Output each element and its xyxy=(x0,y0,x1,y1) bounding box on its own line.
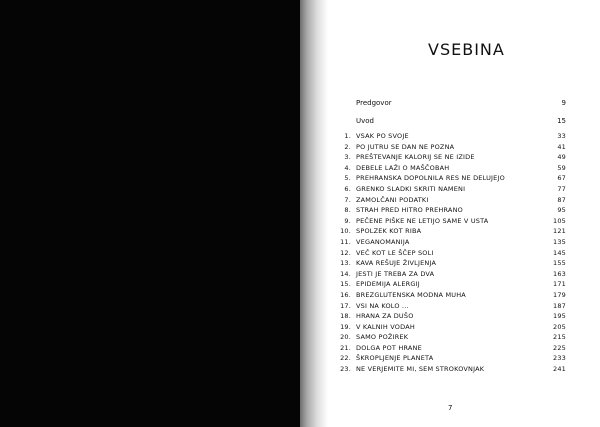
toc-chapter-page: 163 xyxy=(552,269,566,278)
toc-chapter-label: ZAMOLČANI PODATKI xyxy=(356,195,429,204)
toc-chapter-row xyxy=(336,142,566,153)
toc-chapter-label: V KALNIH VODAH xyxy=(356,322,415,331)
toc-chapter-page: 233 xyxy=(552,354,566,363)
toc-chapter-page: 187 xyxy=(552,301,566,310)
toc-chapter-label: HRANA ZA DUŠO xyxy=(356,312,414,321)
toc-chapter-label: EPIDEMIJA ALERGIJ xyxy=(356,280,420,289)
toc-chapter-num: 19. xyxy=(340,322,351,331)
toc-chapter-row xyxy=(336,269,566,280)
toc-chapter-label: ŠKROPLJENJE PLANETA xyxy=(356,354,434,363)
toc-chapter-num: 2. xyxy=(344,142,351,151)
toc-chapter-num: 1. xyxy=(344,132,351,140)
toc-chapter-row xyxy=(336,301,566,312)
toc-chapter-num: 11. xyxy=(340,237,351,246)
toc-entry-uvod xyxy=(356,115,566,127)
page-title: VSEBINA xyxy=(428,40,505,59)
toc-chapter-label: VSI NA KOLO ... xyxy=(356,301,409,310)
toc-chapter-num: 17. xyxy=(340,301,351,310)
toc-chapter-num: 21. xyxy=(340,343,351,352)
toc-chapter-num: 10. xyxy=(340,227,351,236)
toc-chapter-page: 95 xyxy=(557,206,566,215)
toc-chapter-label: GRENKO SLADKI SKRITI NAMENI xyxy=(356,184,466,193)
toc-chapter-num: 8. xyxy=(344,206,351,215)
toc-chapter-page: 121 xyxy=(552,227,566,236)
toc-chapter-page: 241 xyxy=(552,365,566,374)
toc-chapter-row xyxy=(336,205,566,216)
toc-entry-label: Uvod xyxy=(356,117,374,125)
toc-chapter-label: VEGANOMANIJA xyxy=(356,237,410,246)
toc-chapter-row xyxy=(336,258,566,269)
toc-chapter-num: 7. xyxy=(344,195,351,204)
toc-chapter-row xyxy=(336,184,566,195)
toc-chapter-page: 205 xyxy=(552,322,566,331)
toc-chapter-page: 67 xyxy=(557,174,566,183)
toc-chapter-page: 179 xyxy=(552,290,566,299)
toc-chapter-page: 49 xyxy=(557,153,566,162)
toc-chapter-num: 4. xyxy=(344,163,351,172)
toc-chapter-page: 195 xyxy=(552,312,566,321)
toc-chapter-num: 14. xyxy=(340,269,351,278)
toc-entry-label: Predgovor xyxy=(356,99,392,107)
toc-chapter-page: 105 xyxy=(552,216,566,225)
toc-chapter-num: 23. xyxy=(340,365,351,374)
toc-chapter-num: 5. xyxy=(344,174,351,183)
toc-chapter-page: 171 xyxy=(552,280,566,289)
toc-chapter-label: DOLGA POT HRANE xyxy=(356,343,422,352)
toc-chapter-label: VSAK PO SVOJE xyxy=(356,132,409,140)
toc-chapter-num: 9. xyxy=(344,216,351,225)
chapter-list xyxy=(336,131,566,375)
toc-chapter-label: PREŠTEVANJE KALORIJ SE NE IZIDE xyxy=(356,153,475,162)
toc-chapter-num: 22. xyxy=(340,354,351,363)
toc-chapter-label: JESTI JE TREBA ZA DVA xyxy=(356,269,435,278)
toc-chapter-row xyxy=(336,353,566,364)
toc-entry-page: 15 xyxy=(557,117,566,125)
toc-chapter-num: 12. xyxy=(340,248,351,257)
toc-chapter-num: 6. xyxy=(344,184,351,193)
toc-chapter-label: PO JUTRU SE DAN NE POZNA xyxy=(356,142,455,151)
toc-chapter-num: 15. xyxy=(340,280,351,289)
toc-chapter-page: 155 xyxy=(552,259,566,268)
toc-chapter-page: 225 xyxy=(552,343,566,352)
toc-chapter-row xyxy=(336,195,566,206)
toc-chapter-row xyxy=(336,279,566,290)
toc-chapter-num: 3. xyxy=(344,153,351,162)
toc-chapter-label: BREZGLUTENSKA MODNA MUHA xyxy=(356,290,466,299)
toc-chapter-label: VEČ KOT LE ŠČEP SOLI xyxy=(356,248,434,257)
toc-chapter-row xyxy=(336,226,566,237)
toc-chapter-page: 87 xyxy=(557,195,566,204)
toc-chapter-page: 135 xyxy=(552,237,566,246)
book-gutter xyxy=(300,0,328,427)
toc-chapter-label: PREHRANSKA DOPOLNILA RES NE DELUJEJO xyxy=(356,174,505,183)
toc-chapter-row xyxy=(336,311,566,322)
toc-chapter-row xyxy=(336,343,566,354)
toc-chapter-row xyxy=(336,131,566,142)
toc-chapter-row xyxy=(336,248,566,259)
toc-chapter-row xyxy=(336,290,566,301)
toc-chapter-page: 41 xyxy=(557,142,566,151)
toc-chapter-page: 145 xyxy=(552,248,566,257)
toc-chapter-page: 77 xyxy=(557,184,566,193)
toc-chapter-page: 33 xyxy=(557,132,566,140)
toc-chapter-num: 13. xyxy=(340,259,351,268)
toc-chapter-label: SPOLZEK KOT RIBA xyxy=(356,227,422,236)
toc-chapter-row xyxy=(336,237,566,248)
toc-chapter-label: DEBELE LAŽI O MAŠČOBAH xyxy=(356,163,450,172)
toc-chapter-row xyxy=(336,332,566,343)
toc-chapter-page: 215 xyxy=(552,333,566,342)
toc-chapter-row xyxy=(336,322,566,333)
toc-entry-predgovor xyxy=(356,97,566,109)
toc-chapter-page: 59 xyxy=(557,163,566,172)
toc-chapter-row xyxy=(336,364,566,375)
toc-chapter-row xyxy=(336,163,566,174)
toc-chapter-label: SAMO POŽIREK xyxy=(356,333,409,342)
toc-chapter-num: 16. xyxy=(340,290,351,299)
toc-chapter-label: PEČENE PIŠKE NE LETIJO SAME V USTA xyxy=(356,216,489,225)
toc-chapter-num: 20. xyxy=(340,333,351,342)
toc-chapter-row xyxy=(336,216,566,227)
toc-chapter-num: 18. xyxy=(340,312,351,321)
toc-entry-page: 9 xyxy=(561,99,566,107)
page-number: 7 xyxy=(448,404,453,412)
toc-chapter-row xyxy=(336,152,566,163)
toc-chapter-row xyxy=(336,173,566,184)
toc-chapter-label: STRAH PRED HITRO PREHRANO xyxy=(356,206,463,215)
toc-chapter-label: KAVA REŠUJE ŽIVLJENJA xyxy=(356,259,437,268)
toc-chapter-label: NE VERJEMITE MI, SEM STROKOVNJAK xyxy=(356,365,485,374)
